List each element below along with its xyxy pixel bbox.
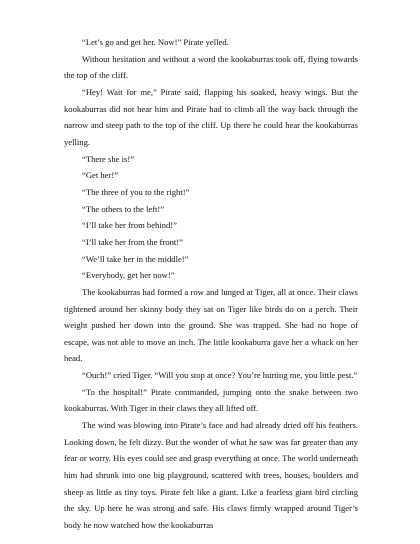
dialogue-line: “Everybody, get her now!” bbox=[82, 270, 175, 281]
paragraph: The wind was blowing into Pirate’s face and had already dried off his feathers. Looking down, he felt dizzy. But the wonder of what he saw was far greater than any fear or worry. His eyes could see and grasp everything at once. The world underneath him had shrunk into one big playground, scattered with trees, houses, boulders and sheep as little as tiny toys. Pirate felt like a giant. Like a fearless giant bird circling the sky. Up here he was strong and safe. His claws firmly wrapped around Tiger’s body he now watched how the kookaburras bbox=[64, 420, 358, 531]
dialogue-line: “The others to the left!” bbox=[82, 203, 165, 214]
dialogue-line: “There she is!” bbox=[82, 153, 135, 164]
paragraph: “Let’s go and get her. Now!” Pirate yelled. bbox=[82, 37, 229, 47]
dialogue-line: “We’ll take her in the middle!” bbox=[82, 253, 189, 264]
paragraph: “To the hospital!” Pirate commanded, jumping onto the snake between two kookaburras. With Tiger in their claws they all lifted off. bbox=[64, 386, 358, 414]
dialogue-line: “I’ll take her from the front!” bbox=[82, 236, 183, 247]
paragraph: The kookaburras had formed a row and lunged at Tiger, all at once. Their claws tightened around her skinny body they sat on Tiger like birds do on a perch. Their weight pushed her down into the ground. She was trapped. She had no hope of escape, was not able to move an inch. The little kookaburra gave her a whack on her head. bbox=[64, 286, 358, 364]
dialogue-line: “The three of you to the right!” bbox=[82, 186, 190, 197]
dialogue-line: “I’ll take her from behind!” bbox=[82, 220, 177, 231]
paragraph: Without hesitation and without a word the kookaburras took off, flying towards the top of the cliff. bbox=[64, 53, 358, 81]
paragraph: “Hey! Wait for me,” Pirate said, flapping his soaked, heavy wings. But the kookaburras did not hear him and Pirate had to climb all the way back through the narrow and steep path to the top of the cliff. Up there he could hear the kookaburras yelling. bbox=[64, 86, 358, 147]
paragraph: “Ouch!” cried Tiger. “Will you stop at once? You’re hurting me, you little pest.” bbox=[82, 370, 358, 381]
dialogue-line: “Get her!” bbox=[82, 170, 119, 181]
body-text bbox=[64, 34, 358, 534]
